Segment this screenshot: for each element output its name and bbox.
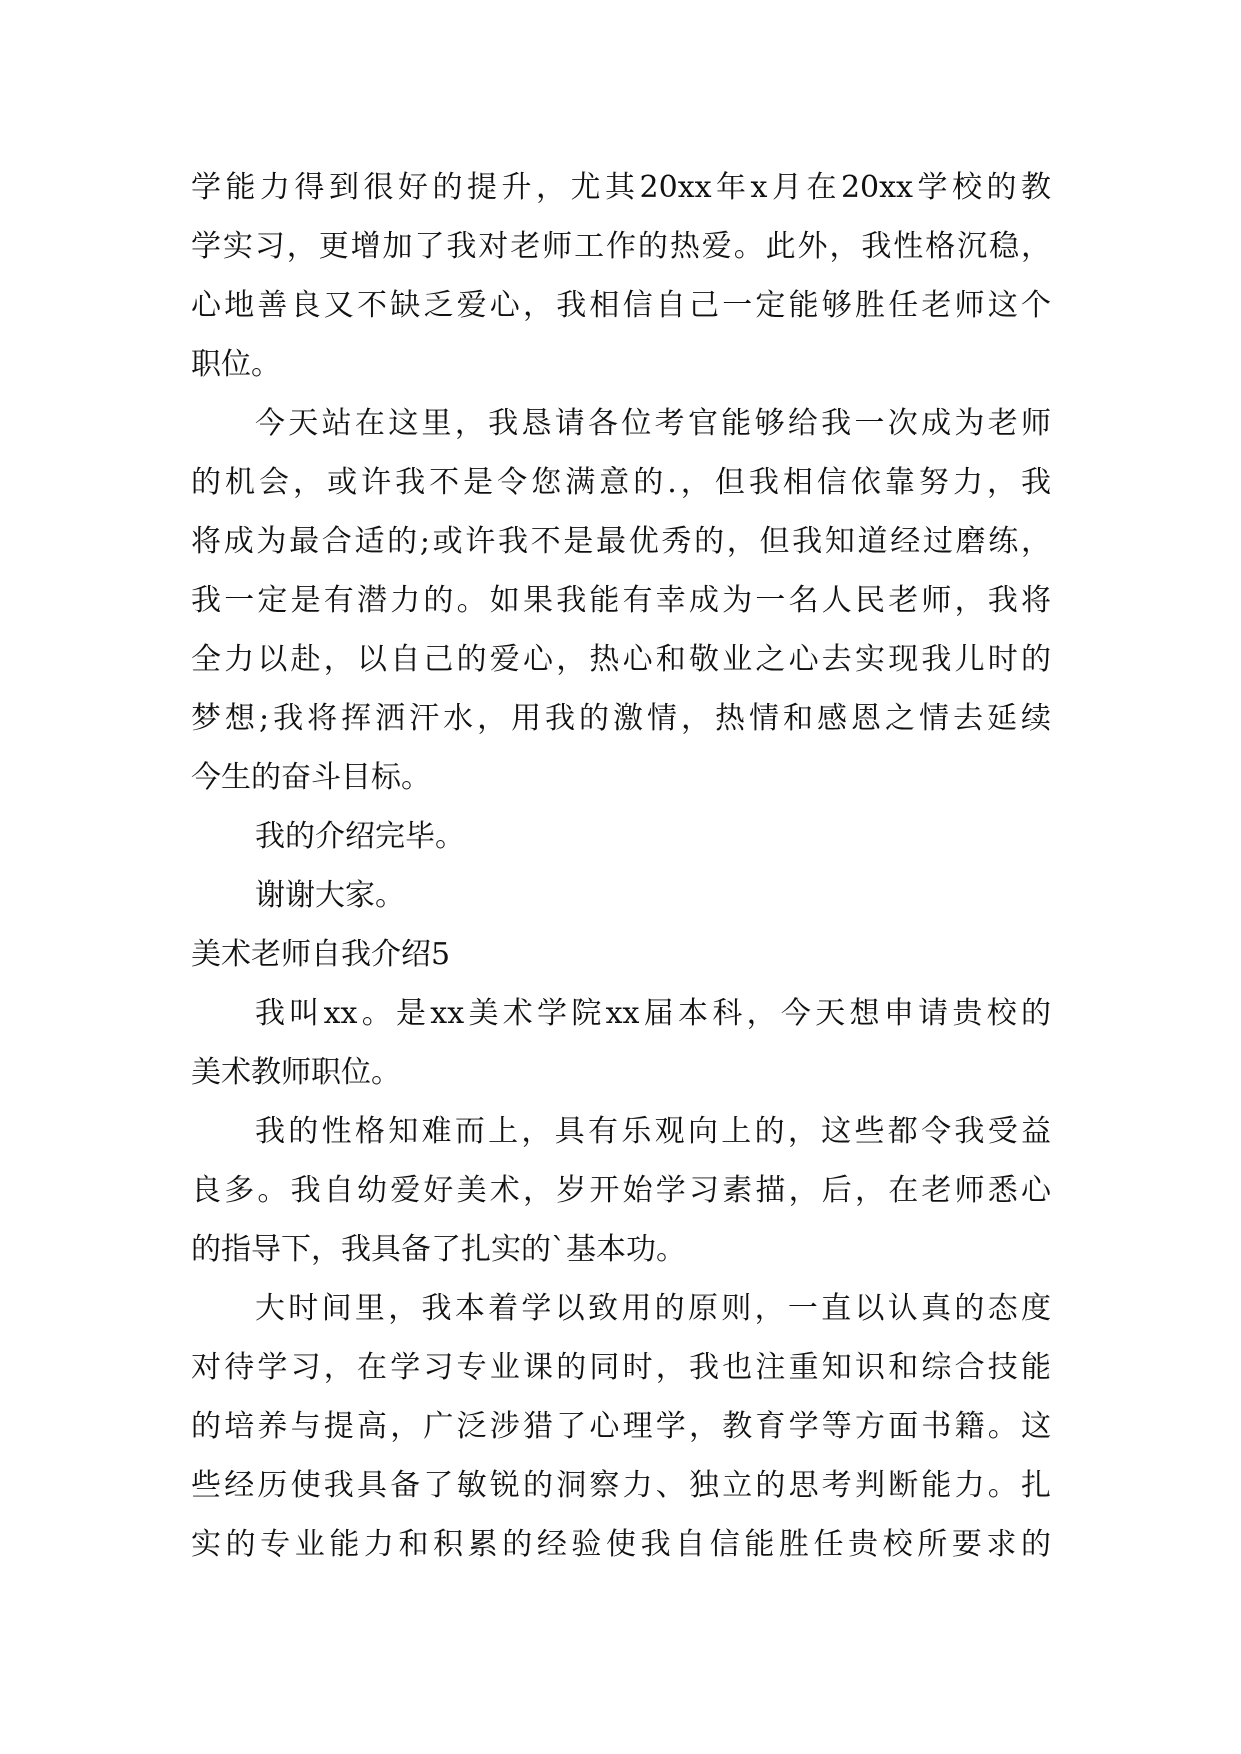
paragraph-line: 心地善良又不缺乏爱心，我相信自己一定能够胜任老师这个 (191, 288, 1051, 323)
paragraph-line: 实的专业能力和积累的经验使我自信能胜任贵校所要求的 (191, 1527, 1051, 1562)
paragraph-line: 良多。我自幼爱好美术，岁开始学习素描，后，在老师悉心 (191, 1173, 1051, 1208)
paragraph-line: 的培养与提高，广泛涉猎了心理学，教育学等方面书籍。这 (191, 1409, 1051, 1444)
paragraph-line: 我的介绍完毕。 (255, 819, 465, 854)
paragraph-line: 将成为最合适的;或许我不是最优秀的，但我知道经过磨练， (191, 524, 1051, 559)
paragraph-line: 今天站在这里，我恳请各位考官能够给我一次成为老师 (255, 406, 1051, 441)
paragraph-line: 大时间里，我本着学以致用的原则，一直以认真的态度 (255, 1291, 1051, 1326)
paragraph-line: 的指导下，我具备了扎实的`基本功。 (191, 1232, 686, 1267)
document-body (191, 158, 1051, 1574)
paragraph-line: 些经历使我具备了敏锐的洞察力、独立的思考判断能力。扎 (191, 1468, 1051, 1503)
paragraph-line: 职位。 (191, 347, 281, 382)
paragraph-line: 美术教师职位。 (191, 1055, 401, 1090)
paragraph-line: 全力以赴，以自己的爱心，热心和敬业之心去实现我儿时的 (191, 642, 1051, 677)
paragraph-line: 学实习，更增加了我对老师工作的热爱。此外，我性格沉稳， (191, 229, 1051, 264)
paragraph-line: 谢谢大家。 (255, 878, 405, 913)
paragraph-line: 的机会，或许我不是令您满意的.，但我相信依靠努力，我 (191, 465, 1051, 500)
paragraph-line: 我的性格知难而上，具有乐观向上的，这些都令我受益 (255, 1114, 1051, 1149)
paragraph-line: 今生的奋斗目标。 (191, 760, 431, 795)
paragraph-line: 对待学习，在学习专业课的同时，我也注重知识和综合技能 (191, 1350, 1051, 1385)
paragraph-line: 我一定是有潜力的。如果我能有幸成为一名人民老师，我将 (191, 583, 1051, 618)
paragraph-line: 我叫xx。是xx美术学院xx届本科，今天想申请贵校的 (255, 996, 1051, 1031)
section-heading: 美术老师自我介绍5 (191, 937, 451, 972)
paragraph-line: 梦想;我将挥洒汗水，用我的激情，热情和感恩之情去延续 (191, 701, 1051, 736)
paragraph-line: 学能力得到很好的提升，尤其20xx年x月在20xx学校的教 (191, 170, 1051, 205)
